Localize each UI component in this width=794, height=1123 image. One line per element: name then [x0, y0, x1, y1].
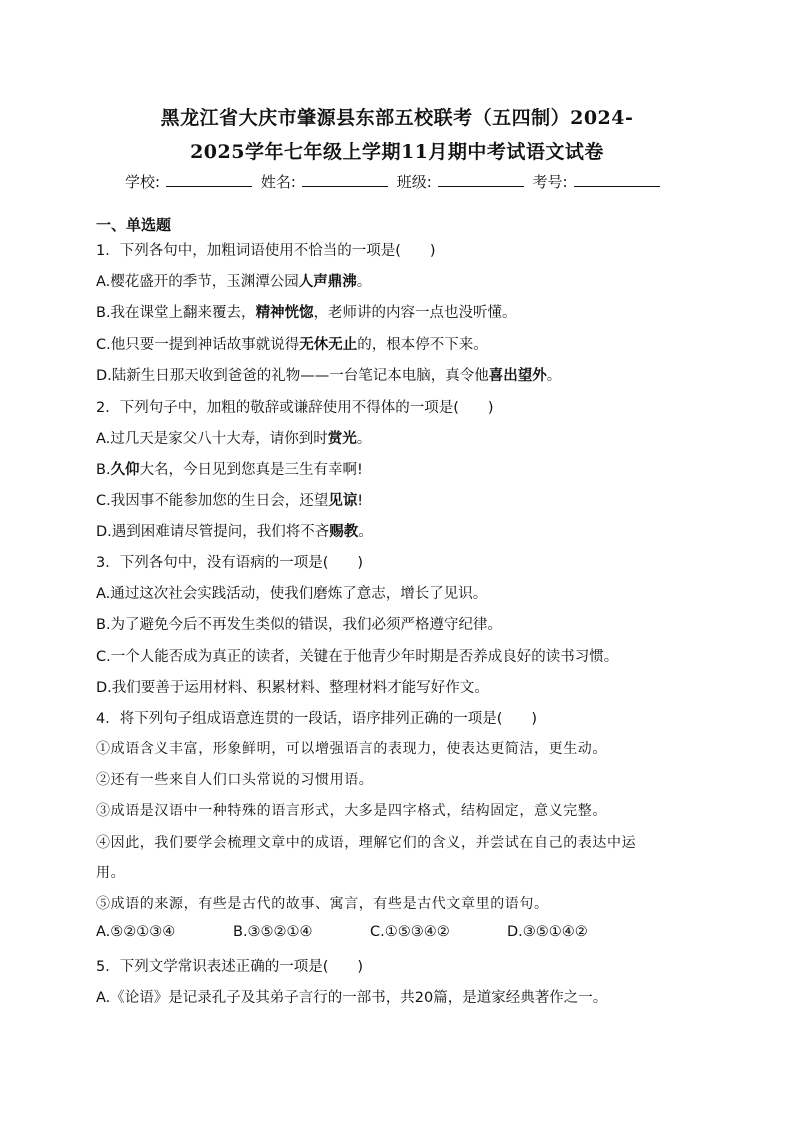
- q4-sentence-2: ②还有一些来自人们口头常说的习惯用语。: [96, 772, 374, 788]
- q1-option-d: D.陆新生日那天收到爸爸的礼物——一台笔记本电脑，真令他喜出望外。: [96, 368, 562, 384]
- exam-number-blank: [574, 172, 660, 187]
- q1-option-c: C.他只要一提到神话故事就说得无休无止的，根本停不下来。: [96, 337, 488, 353]
- q4-sentence-3: ③成语是汉语中一种特殊的语言形式，大多是四字格式，结构固定，意义完整。: [96, 803, 607, 819]
- school-blank: [166, 172, 252, 187]
- q4-sentence-4: ④因此，我们要学会梳理文章中的成语，理解它们的含义，并尝试在自己的表达中运: [96, 835, 637, 851]
- q2-option-b: B.久仰大名，今日见到您真是三生有幸啊!: [96, 462, 363, 478]
- q4-option-d: D.③⑤①④②: [507, 924, 588, 940]
- name-blank: [302, 172, 388, 187]
- q3-option-a: A.通过这次社会实践活动，使我们磨炼了意志，增长了见识。: [96, 586, 488, 602]
- exam-number-label: 考号:: [532, 173, 568, 191]
- q4-sentence-4-cont: 用。: [96, 865, 126, 881]
- q2-b-bold: 久仰: [110, 462, 140, 478]
- q1-c-bold: 无休无止: [299, 337, 358, 353]
- q4-options: [96, 924, 696, 940]
- q3-option-b: B.为了避免今后不再发生类似的错误，我们必须严格遵守纪律。: [96, 617, 503, 633]
- q1-stem: 1．下列各句中，加粗词语使用不恰当的一项是( ): [96, 243, 436, 259]
- exam-title-line-2: 2025学年七年级上学期11月期中考试语文试卷: [190, 141, 604, 163]
- q4-option-c: C.①⑤③④②: [370, 924, 450, 940]
- name-label: 姓名:: [260, 173, 296, 191]
- q3-stem: 3．下列各句中，没有语病的一项是( ): [96, 555, 364, 571]
- q3-option-c: C.一个人能否成为真正的读者，关键在于他青少年时期是否养成良好的读书习惯。: [96, 649, 619, 665]
- q4-stem: 4．将下列句子组成语意连贯的一段话，语序排列正确的一项是( ): [96, 711, 538, 727]
- q2-option-a: A.过几天是家父八十大寿，请你到时赏光。: [96, 431, 372, 447]
- school-label: 学校:: [125, 173, 161, 191]
- q2-option-d: D.遇到困难请尽管提问，我们将不吝赐教。: [96, 524, 373, 540]
- q2-d-bold: 赐教: [329, 524, 359, 540]
- exam-title-line-1: 黑龙江省大庆市肇源县东部五校联考（五四制）2024-: [160, 107, 634, 129]
- q4-option-b: B.③⑤②①④: [233, 924, 313, 940]
- q1-a-bold: 人声鼎沸: [298, 274, 357, 290]
- q2-option-c: C.我因事不能参加您的生日会，还望见谅!: [96, 493, 364, 509]
- q3-option-d: D.我们要善于运用材料、积累材料、整理材料才能写好作文。: [96, 680, 489, 696]
- q1-option-b: B.我在课堂上翻来覆去，精神恍惚，老师讲的内容一点也没听懂。: [96, 305, 517, 321]
- q2-stem: 2．下列句子中，加粗的敬辞或谦辞使用不得体的一项是( ): [96, 400, 494, 416]
- q2-c-bold: 见谅: [328, 493, 358, 509]
- q4-sentence-5: ⑤成语的来源，有些是古代的故事、寓言，有些是古代文章里的语句。: [96, 896, 549, 912]
- class-blank: [438, 172, 524, 187]
- class-label: 班级:: [396, 173, 432, 191]
- q2-a-bold: 赏光: [327, 431, 357, 447]
- section-heading: 一、单选题: [96, 216, 172, 234]
- q5-option-a: A.《论语》是记录孔子及其弟子言行的一部书，共20篇，是道家经典著作之一。: [96, 990, 608, 1006]
- student-info-row: [125, 171, 664, 192]
- q4-sentence-1: ①成语含义丰富，形象鲜明，可以增强语言的表现力，使表达更简洁，更生动。: [96, 741, 607, 757]
- q1-d-bold: 喜出望外: [488, 368, 547, 384]
- q4-option-a: A.⑤②①③④: [96, 924, 176, 940]
- q1-b-bold: 精神恍惚: [255, 305, 314, 321]
- q5-stem: 5．下列文学常识表述正确的一项是( ): [96, 959, 364, 975]
- q1-option-a: A.樱花盛开的季节，玉渊潭公园人声鼎沸。: [96, 274, 372, 290]
